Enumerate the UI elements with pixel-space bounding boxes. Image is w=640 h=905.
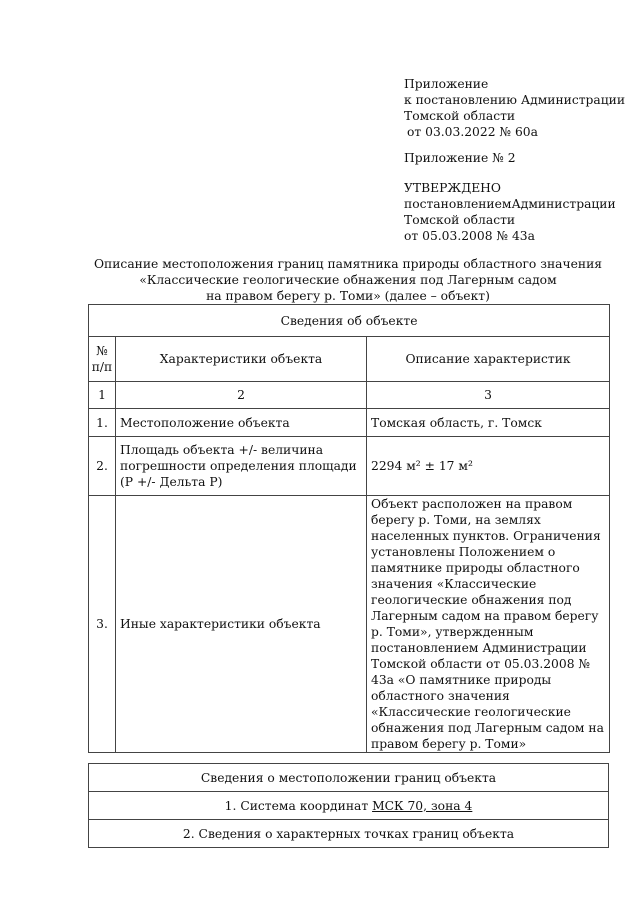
boundary-location-table [88, 763, 609, 848]
row-name: Местоположение объекта [116, 409, 367, 437]
boundary-points-title: 2. Сведения о характерных точках границ объекта [89, 820, 609, 848]
row-desc: 2294 м² ± 17 м² [367, 437, 610, 496]
col-header-description: Описание характеристик [367, 337, 610, 382]
approved-by-line: постановлением Администрации [404, 197, 616, 211]
row-name: Площадь объекта +/- величина погрешности определения площади (Р +/- Дельта Р) [116, 437, 367, 496]
document-title: Описание местоположения границ памятника природы областного значения «Классические геологические обнажения под Лагерным садом на правом берегу р. Томи» (далее – объект) [93, 257, 603, 303]
appendix-line: Приложение [404, 77, 489, 91]
col-header-num: № п/п [89, 337, 116, 382]
col-number: 1 [89, 382, 116, 409]
table-row [89, 496, 610, 753]
row-num: 2. [89, 437, 116, 496]
row-num: 1. [89, 409, 116, 437]
boundary-location-title: Сведения о местоположении границ объекта [89, 764, 609, 792]
col-header-characteristics: Характеристики объекта [116, 337, 367, 382]
coordinate-system-value: МСК 70, зона 4 [372, 798, 473, 813]
col-number: 3 [367, 382, 610, 409]
coordinate-system-row: 1. Система координат МСК 70, зона 4 [89, 792, 609, 820]
row-num: 3. [89, 496, 116, 753]
object-info-table [88, 304, 610, 753]
table-row [89, 437, 610, 496]
object-info-title: Сведения об объекте [89, 305, 610, 337]
appendix-line: от 03.03.2022 № 60а [407, 125, 538, 139]
appendix-block [404, 76, 626, 140]
row-name: Иные характеристики объекта [116, 496, 367, 753]
appendix-line: к постановлению Администрации [404, 93, 626, 107]
approved-line: от 05.03.2008 № 43а [404, 229, 535, 243]
approved-line: Томской области [404, 213, 516, 227]
appendix-number: Приложение № 2 [404, 151, 516, 165]
appendix-line: Томской области [404, 109, 516, 123]
approval-block [404, 180, 619, 244]
table-row [89, 409, 610, 437]
approved-label: УТВЕРЖДЕНО [404, 181, 501, 195]
col-number: 2 [116, 382, 367, 409]
row-desc: Объект расположен на правом берегу р. Томи, на землях населенных пунктов. Ограничения установлены Положением о памятнике природы областного значения «Классические геологические обнажения под Лагерным садом на правом берегу р. Томи», утвержденным постановлением Администрации Томской области от 05.03.2008 № 43а «О памятнике природы областного значения «Классические геологические обнажения под Лагерным садом на правом берегу р. Томи» [367, 496, 610, 753]
row-desc: Томская область, г. Томск [367, 409, 610, 437]
